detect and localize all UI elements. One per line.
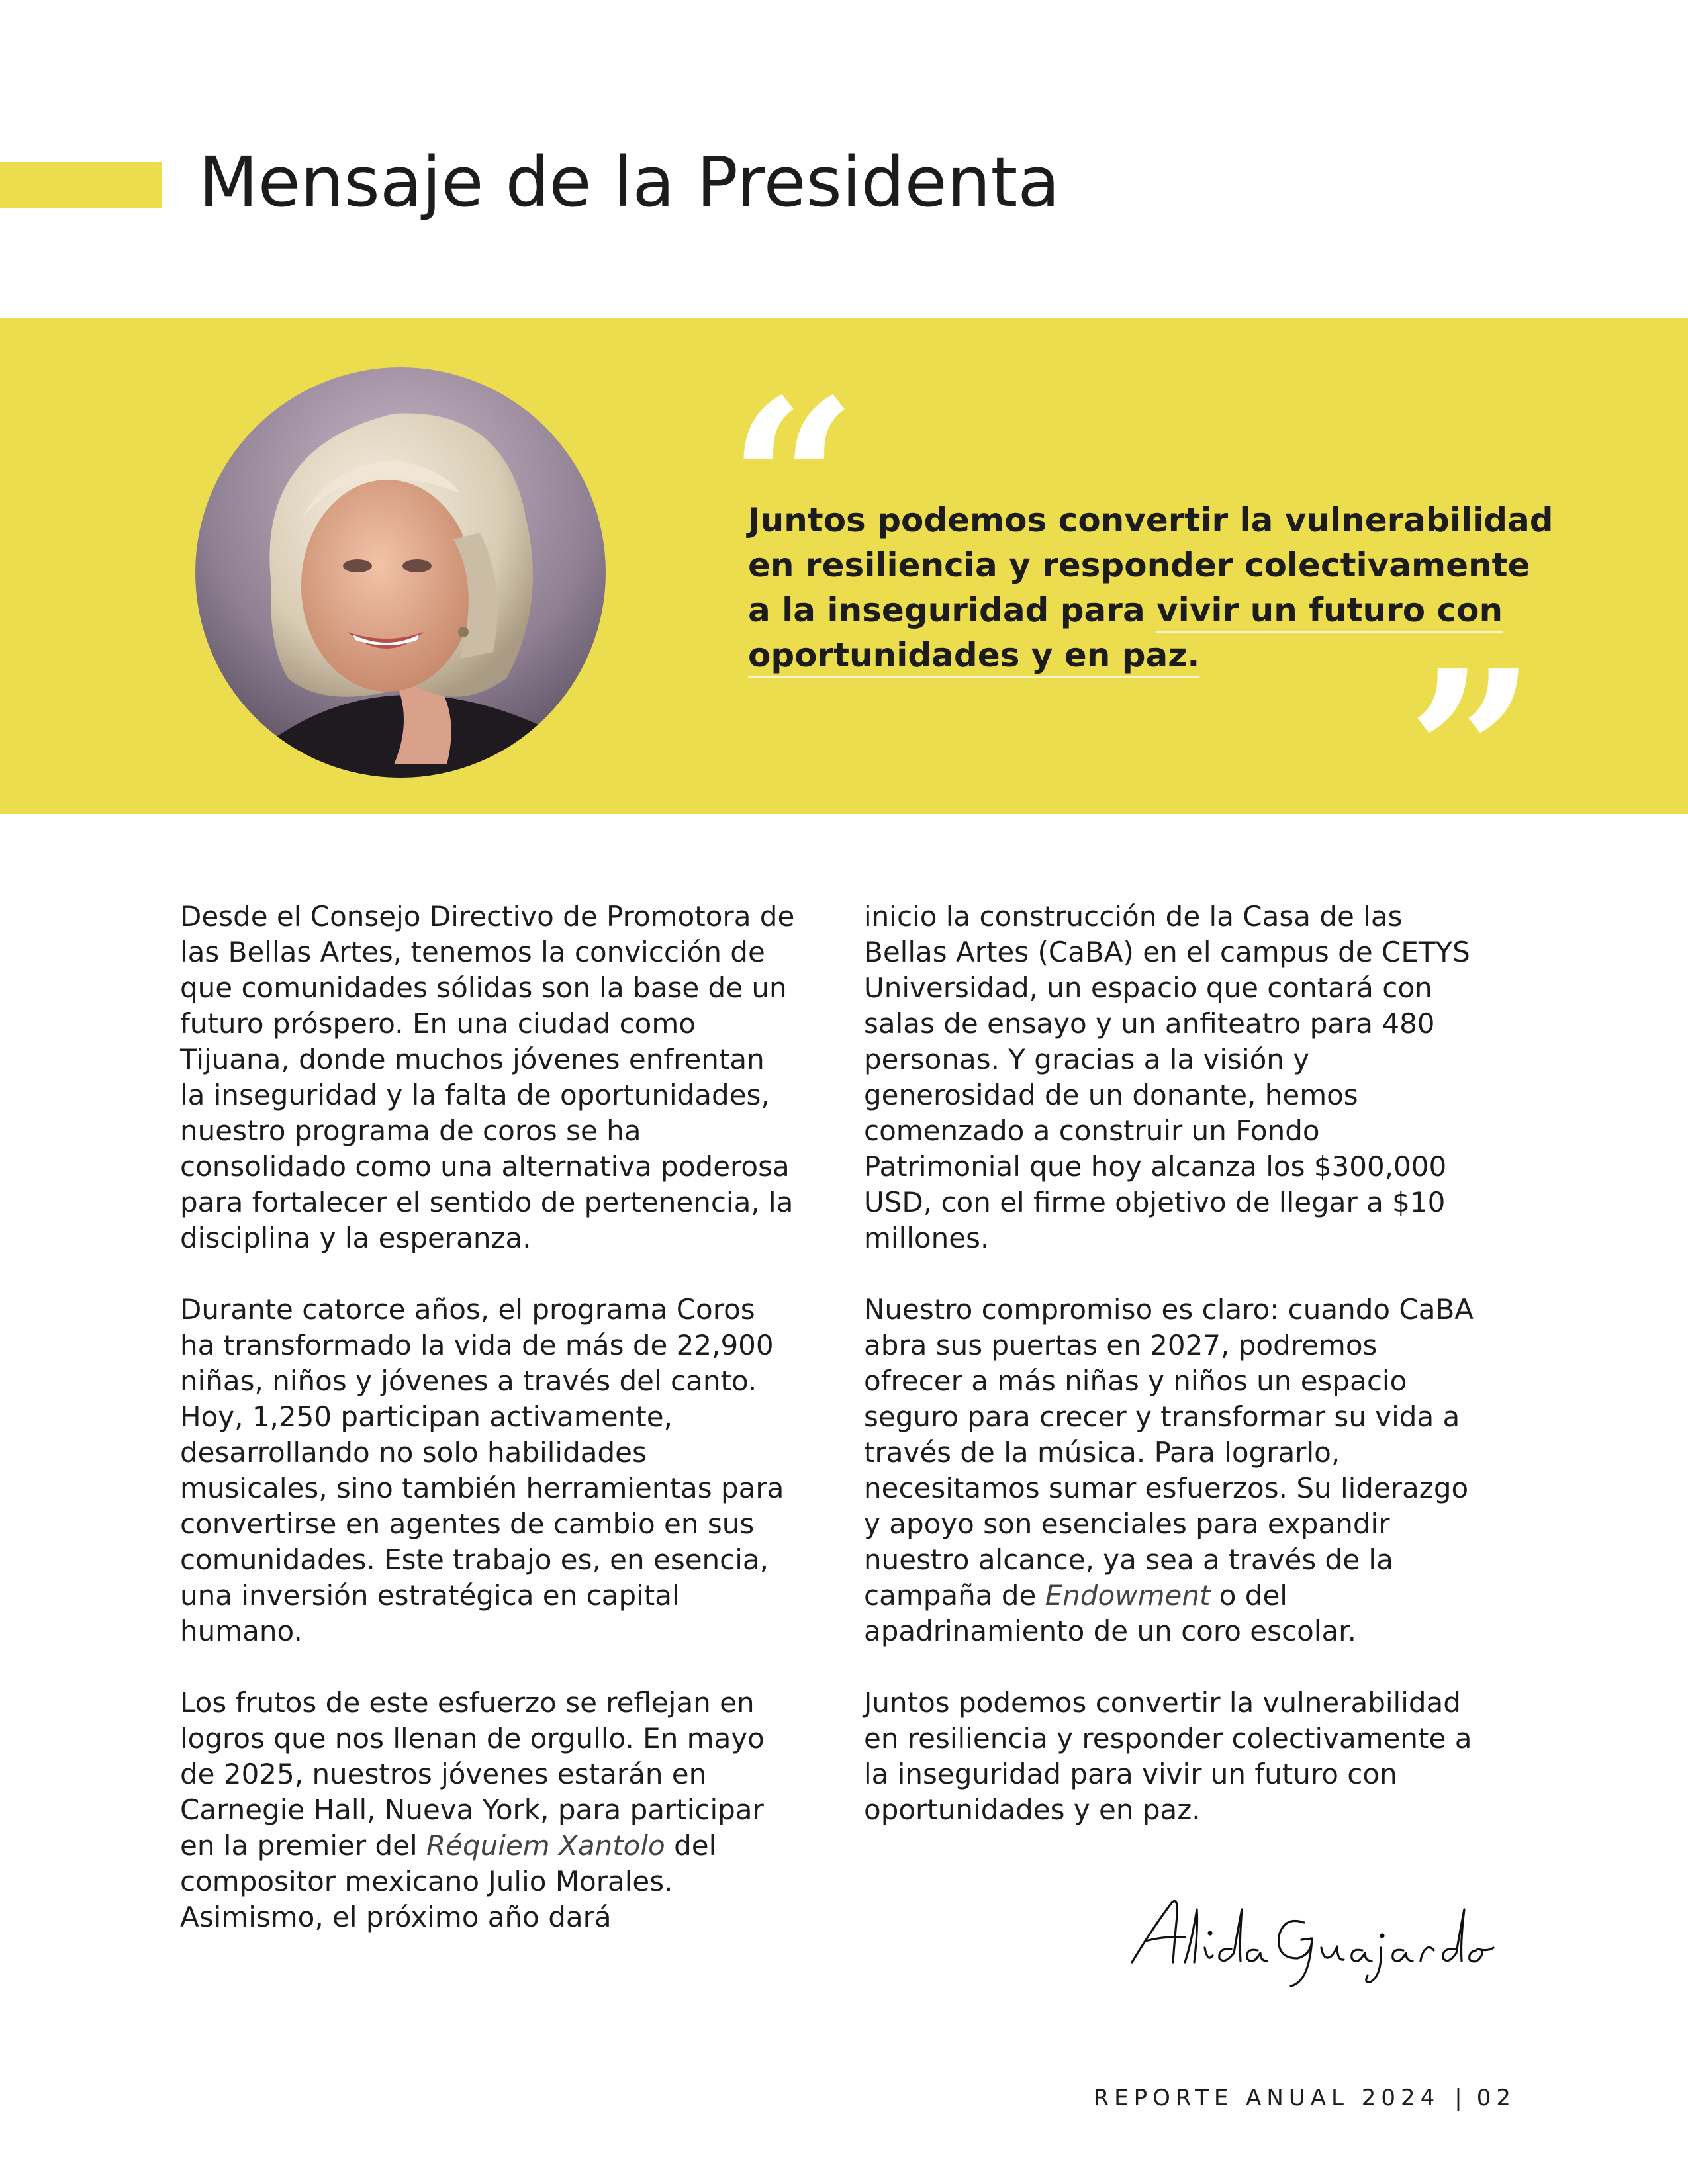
page-title: Mensaje de la Presidenta	[199, 142, 1060, 222]
campaign-name: Endowment	[1045, 1579, 1211, 1612]
paragraph: Durante catorce años, el programa Coros ha transformado la vida de más de 22,900 niñas, niños y jóvenes a través del canto. Hoy, 1,250 participan activamente, desarrollando no solo habilidades musicales, sino también herramientas para convertirse en agentes de cambio en sus comunidades. Este trabajo es, en esencia, una inversión estratégica en capital humano.	[180, 1293, 784, 1647]
portrait-photo	[195, 367, 606, 778]
pull-quote-text: Juntos podemos convertir la vulnerabilidad en resiliencia y responder colectivamente a la inseguridad para	[748, 501, 1554, 629]
body-column-right	[864, 899, 1479, 1864]
page-footer	[1059, 2085, 1516, 2111]
work-title: Réquiem Xantolo	[426, 1829, 665, 1862]
open-quote-icon: “	[728, 351, 858, 615]
paragraph-text: Los frutos de este esfuerzo se reflejan en logros que nos llenan de orgullo. En mayo de 2025, nuestros jóvenes estarán en Carnegie Hall, Nueva York, para participar en la premier del	[180, 1686, 765, 1862]
page-number: 02	[1476, 2085, 1516, 2111]
paragraph	[180, 1685, 796, 1935]
footer-separator: |	[1454, 2085, 1462, 2111]
title-accent-bar	[0, 162, 162, 208]
paragraph: Juntos podemos convertir la vulnerabilidad en resiliencia y responder colectivamente a la inseguridad para vivir un futuro con oportunidades y en paz.	[864, 1686, 1472, 1826]
paragraph	[864, 1292, 1479, 1649]
paragraph: Desde el Consejo Directivo de Promotora de las Bellas Artes, tenemos la convicción de que comunidades sólidas son la base de un futuro próspero. En una ciudad como Tijuana, donde muchos jóvenes enfrentan la inseguridad y la falta de oportunidades, nuestro programa de coros se ha consolidado como una alternativa poderosa para fortalecer el sentido de pertenencia, la disciplina y la esperanza.	[180, 900, 795, 1254]
paragraph: inicio la construcción de la Casa de las Bellas Artes (CaBA) en el campus de CETYS Universidad, un espacio que contará con salas de ensayo y un anfiteatro para 480 personas. Y gracias a la visión y generosidad de un donante, hemos comenzado a construir un Fondo Patrimonial que hoy alcanza los $300,000 USD, con el firme objetivo de llegar a $10 millones.	[864, 900, 1470, 1254]
paragraph-text: del compositor mexicano Julio Morales. Asimismo, el próximo año dará	[180, 1829, 717, 1933]
pull-quote-linked-text: vivir un futuro con oportunidades y en paz.	[748, 591, 1503, 678]
paragraph-text: Nuestro compromiso es claro: cuando CaBA abra sus puertas en 2027, podremos ofrecer a más niñas y niños un espacio seguro para crecer y transformar su vida a través de la música. Para lograrlo, necesitamos sumar esfuerzos. Su liderazgo y apoyo son esenciales para expandir nuestro alcance, ya sea a través de la campaña de	[864, 1293, 1474, 1612]
signature	[1125, 1889, 1496, 1989]
paragraph-text: o del apadrinamiento de un coro escolar.	[864, 1579, 1356, 1647]
body-column-left	[180, 899, 796, 1971]
report-label: REPORTE ANUAL 2024	[1093, 2085, 1440, 2111]
close-quote-icon: ”	[1407, 622, 1536, 886]
